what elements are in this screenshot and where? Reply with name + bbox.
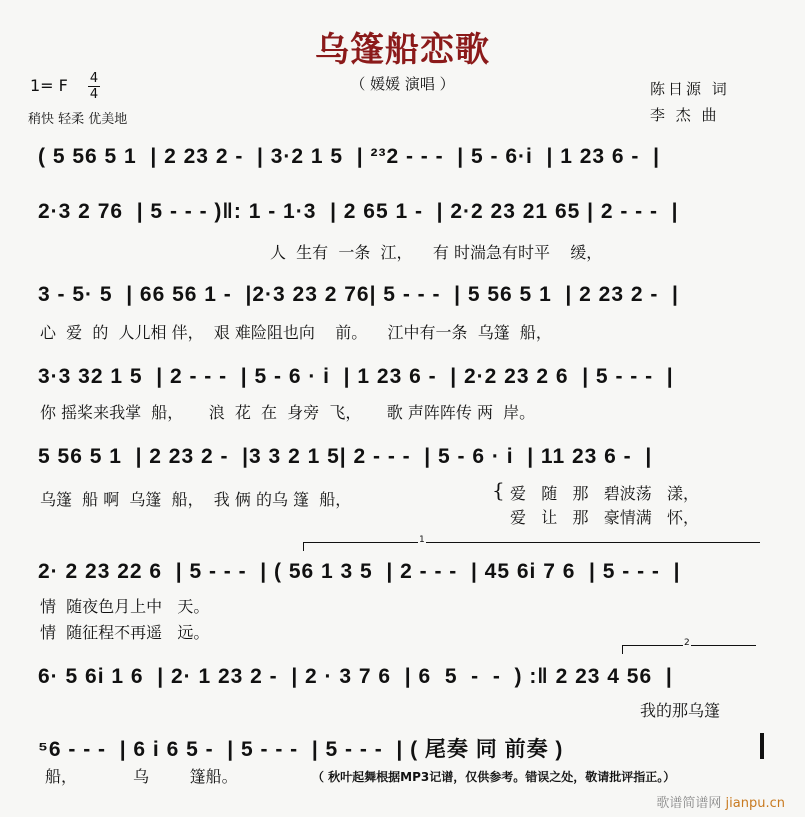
song-title: 乌篷船恋歌 [315, 30, 490, 70]
time-signature [88, 72, 100, 101]
score-row-7: 6· 5 6i 1 6 | 2· 1 23 2 - | 2 · 3 7 6 | 6 5 - - ) :‖ 2 23 4 56 | [38, 665, 673, 688]
score-row-2: 2·3 2 76 | 5 - - - )‖: 1 - 1·3 | 2 65 1 - | 2·2 23 21 65 | 2 - - - | [38, 200, 679, 223]
lyric-row-5-verse-2: 爱 让 那 豪情满 怀， [510, 508, 700, 527]
lyric-row-5: 乌篷 船 啊 乌篷 船， 我 俩 的乌 篷 船， [40, 490, 352, 509]
lyricist-credit: 陈日源 词 [650, 80, 730, 98]
lyric-row-4: 你 摇桨来我掌 船， 浪 花 在 身旁 飞， 歌 声阵阵传 两 岸。 [40, 403, 536, 422]
volta-bracket-2 [622, 638, 756, 654]
time-sig-top: 4 [89, 71, 99, 86]
tempo-marking: 稍快 轻柔 优美地 [28, 112, 128, 127]
time-sig-bottom: 4 [89, 87, 99, 102]
watermark [656, 792, 785, 811]
transcription-note: （ 秋叶起舞根据MP3记谱，仅供参考。错误之处，敬请批评指正。） [312, 770, 676, 784]
lyric-row-7: 我的那乌篷 [640, 701, 721, 720]
watermark-site: jianpu.cn [725, 796, 785, 811]
lyric-row-3: 心 爱 的 人儿相 伴， 艰 难险阻也向 前。 江中有一条 乌篷 船， [40, 323, 552, 342]
key-signature: 1= F [30, 76, 68, 95]
score-row-4: 3·3 32 1 5 | 2 - - - | 5 - 6 · i | 1 23 6 - | 2·2 23 2 6 | 5 - - - | [38, 365, 674, 388]
volta-number: 2 [684, 638, 690, 648]
watermark-text: 歌谱简谱网 [656, 796, 722, 811]
volta-bracket-1 [303, 535, 760, 551]
lyric-row-6-verse-2: 情 随征程不再遥 远。 [40, 623, 210, 642]
score-row-8: ⁵6 - - - | 6 i 6 5 - | 5 - - - | 5 - - - | ( 尾奏 同 前奏 ) [38, 738, 564, 761]
score-row-1: ( 5 56 5 1 | 2 23 2 - | 3·2 1 5 | ²³2 - - - | 5 - 6·i | 1 23 6 - | [38, 145, 660, 168]
score-row-3: 3 - 5· 5 | 66 56 1 - |2·3 23 2 76| 5 - - - | 5 56 5 1 | 2 23 2 - | [38, 283, 679, 306]
final-barline [760, 733, 764, 759]
verse-brace: { [492, 478, 505, 502]
volta-number: 1 [419, 535, 425, 545]
lyric-row-8: 船， 乌 篷船。 [45, 767, 238, 786]
score-row-6: 2· 2 23 22 6 | 5 - - - | ( 56 1 3 5 | 2 - - - | 45 6i 7 6 | 5 - - - | [38, 560, 681, 583]
composer-credit: 李 杰 曲 [650, 106, 720, 124]
score-row-5: 5 56 5 1 | 2 23 2 - |3 3 2 1 5| 2 - - - | 5 - 6 · i | 11 23 6 - | [38, 445, 653, 468]
lyric-row-5-verse-1: 爱 随 那 碧波荡 漾， [510, 484, 700, 503]
lyric-row-2: 人 生有 一条 江， 有 时湍急有时平 缓， [270, 243, 603, 262]
singer-credit: （ 媛媛 演唱 ） [350, 75, 455, 93]
lyric-row-6-verse-1: 情 随夜色月上中 天。 [40, 597, 210, 616]
